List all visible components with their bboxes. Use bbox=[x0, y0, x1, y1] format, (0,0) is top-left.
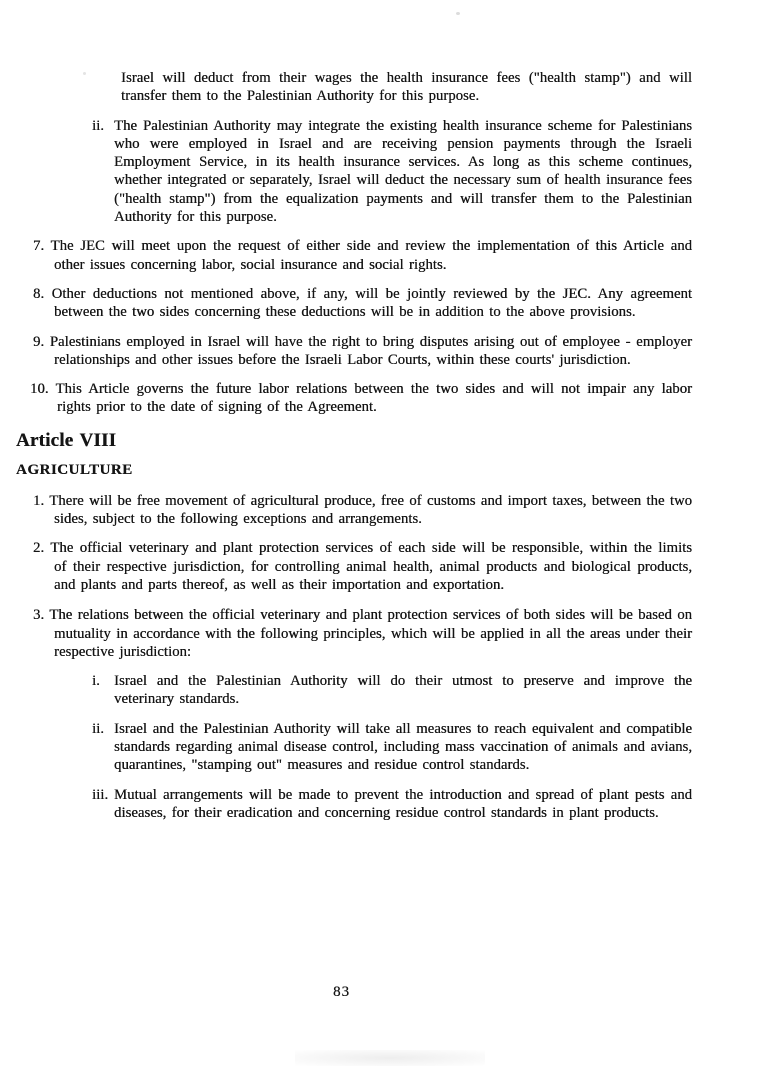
list-marker: 8. bbox=[33, 285, 45, 302]
list-marker: 9. bbox=[33, 333, 45, 350]
list-item-text: The relations between the official veterinary and plant protection services of both sides will be based on mutuality in accordance with the following principles, which will be applied in all the areas under their respective jurisdiction: bbox=[49, 607, 693, 660]
list-item-9 bbox=[33, 333, 692, 370]
list-item-text: Palestinians employed in Israel will have the right to bring disputes arising out of employee - employer relationships and other issues before the Israeli Labor Courts, within these courts' jurisdiction. bbox=[49, 333, 692, 368]
list-marker: ii. bbox=[92, 117, 104, 134]
list-item-text: Israel and the Palestinian Authority will do their utmost to preserve and improve the veterinary standards. bbox=[114, 673, 692, 708]
list-item-2 bbox=[33, 539, 692, 594]
list-item-text: There will be free movement of agricultural produce, free of customs and import taxes, between the two sides, subject to the following exceptions and arrangements. bbox=[49, 492, 692, 528]
list-marker: iii. bbox=[92, 786, 109, 803]
list-marker: 1. bbox=[33, 492, 45, 509]
list-item-3 bbox=[33, 606, 692, 661]
list-marker: i. bbox=[92, 673, 100, 690]
list-item-text: The JEC will meet upon the request of either side and review the implementation of this Article and other issues concerning labor, social insurance and social rights. bbox=[50, 238, 692, 273]
list-item-text: The Palestinian Authority may integrate the existing health insurance scheme for Palestinians who were employed in Israel and are receiving pension payments through the Israeli Employment Service, in its health insurance services. As long as this scheme continues, whether integrated or separately, Israel will deduct the necessary sum of health insurance fees ("health stamp") from the equalization payments and will transfer them to the Palestinian Authority for this purpose. bbox=[114, 117, 692, 226]
list-item-7 bbox=[33, 237, 692, 274]
list-item-text: Mutual arrangements will be made to prevent the introduction and spread of plant pests and diseases, for their eradication and concerning residue control standards in plant products. bbox=[114, 786, 692, 821]
list-item-text: The official veterinary and plant protection services of each side will be responsible, within the limits of their respective jurisdiction, for controlling animal health, animal products and biological products, and plants and parts thereof, as well as their importation and exportation. bbox=[50, 540, 692, 593]
list-marker: 10. bbox=[30, 381, 49, 398]
list-item-1 bbox=[33, 492, 692, 529]
scan-artifact-dot-top bbox=[456, 12, 460, 15]
agriculture-subheading: AGRICULTURE bbox=[16, 461, 133, 478]
list-item-roman-iii-agri bbox=[92, 786, 692, 823]
article-viii-heading: Article VIII bbox=[16, 429, 117, 451]
list-item-roman-ii bbox=[92, 117, 692, 227]
list-item-text: Israel and the Palestinian Authority will take all measures to reach equivalent and compatible standards regarding animal disease control, including mass vaccination of animals and avians, quarantines, "stamping out" measures and residue control standards. bbox=[114, 720, 692, 774]
page-content bbox=[0, 69, 758, 822]
list-marker: 3. bbox=[33, 607, 45, 624]
list-item-roman-ii-agri bbox=[92, 720, 692, 775]
clause-i-continuation-text: Israel will deduct from their wages the health insurance fees ("health stamp") and will transfer them to the Palestinian Authority for this purpose. bbox=[121, 70, 692, 105]
list-item-text: Other deductions not mentioned above, if any, will be jointly reviewed by the JEC. Any agreement between the two sides concerning these deductions will be in addition to the above provisions. bbox=[51, 285, 692, 321]
list-marker: ii. bbox=[92, 720, 104, 737]
list-marker: 7. bbox=[33, 238, 45, 255]
list-marker: 2. bbox=[33, 540, 45, 557]
list-item-text: This Article governs the future labor relations between the two sides and will not impair any labor rights prior to the date of signing of the Agreement. bbox=[55, 381, 692, 416]
list-item-10 bbox=[30, 380, 692, 417]
list-item-roman-i-agri bbox=[92, 672, 692, 709]
page-number: 83 bbox=[333, 984, 350, 1000]
list-item-8 bbox=[33, 285, 692, 322]
scan-artifact-smudge bbox=[295, 1050, 485, 1066]
